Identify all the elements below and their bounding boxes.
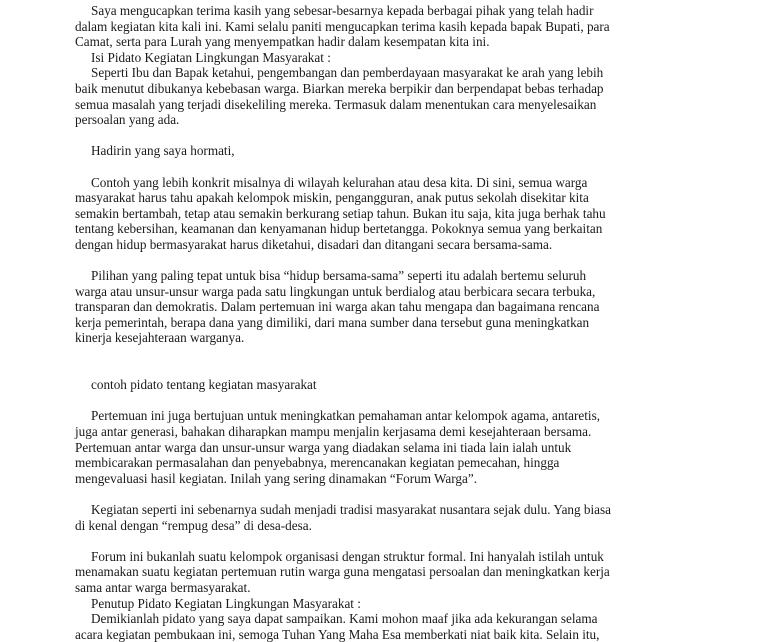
greeting: Hadirin yang saya hormati, xyxy=(91,143,235,159)
spacer xyxy=(75,128,695,144)
text-line: di kenal dengan “rempug desa” di desa-desa. xyxy=(75,517,312,533)
text-line: persoalan yang ada. xyxy=(75,112,180,128)
text-line: semakin bertambah, tetap atau semakin berkurang setiap tahun. Bukan itu saja, kita juga berhak tahu xyxy=(75,205,606,221)
intro-paragraph xyxy=(75,3,695,50)
text-line: Pertemuan ini juga bertujuan untuk meningkatkan pemahaman antar kelompok agama, antaretis, xyxy=(91,408,601,424)
paragraph-2 xyxy=(75,268,695,346)
text-line: Contoh yang lebih konkrit misalnya di wilayah kelurahan atau desa kita. Di sini, semua warga xyxy=(91,174,588,190)
text-line: Pilihan yang paling tepat untuk bisa “hidup bersama-sama” seperti itu adalah bertemu seluruh xyxy=(91,268,587,284)
isi-paragraph xyxy=(75,65,695,127)
spacer xyxy=(75,159,695,175)
text-line: semua masalah yang terjadi disekeliling mereka. Termasuk dalam menentukan cara menyelesaikan xyxy=(75,96,597,112)
text-line: acara kegiatan pembukaan ini, semoga Tuhan Yang Maha Esa memberkati niat baik kita. Selain itu, xyxy=(75,626,600,642)
spacer xyxy=(75,346,695,377)
text-line: transparan dan demokratis. Dalam pertemuan ini warga akan tahu mengapa dan bagaimana rencana xyxy=(75,299,600,315)
text-line: tentang kebersihan, keamanan dan kenyamanan hidup bertetangga. Pokoknya semua yang berkaitan xyxy=(75,221,603,237)
paragraph-4 xyxy=(75,502,695,533)
paragraph-5 xyxy=(75,549,695,596)
text-line: Pertemuan antar warga dan unsur-unsur warga yang diadakan selama ini tiada lain ialah untuk xyxy=(75,439,572,455)
text-line: kerja pemerintah, berapa dana yang dimiliki, dari mana sumber dana tersebut guna meningkatkan xyxy=(75,314,590,330)
text-line: sama antar warga bermasyarakat. xyxy=(75,579,251,595)
text-line: Forum ini bukanlah suatu kelompok organisasi dengan struktur formal. Ini hanyalah istilah untuk xyxy=(91,548,604,564)
text-line: Kegiatan seperti ini sebenarnya sudah menjadi tradisi masyarakat nusantara sejak dulu. Yang biasa xyxy=(91,502,612,517)
document-body xyxy=(75,3,695,642)
text-line: masyarakat harus tahu apakah kelompok miskin, pengangguran, anak putus sekolah disekitar kita xyxy=(75,190,589,206)
text-line: menamakan suatu kegiatan pertemuan rutin warga guna mengatasi persoalan dan meningkatkan kerja xyxy=(75,564,610,580)
spacer xyxy=(75,533,695,549)
paragraph-1 xyxy=(75,175,695,253)
text-line: Camat, serta para Lurah yang menyempatkan hadir dalam kesempatan kita ini. xyxy=(75,34,490,50)
text-line: membicarakan permasalahan dan penyebabnya, merencanakan kegiatan pemecahan, hingga xyxy=(75,455,560,471)
text-line: juga antar generasi, bahakan diharapkan mampu menjalin kerjasama demi kesejahteraan bersama. xyxy=(75,424,592,440)
text-line: dalam kegiatan kita kali ini. Kami selalu paniti mengucapkan terima kasih kepada bapak Bupati, para xyxy=(75,18,610,34)
text-line: baik menutut dibukanya kebebasan warga. Biarkan mereka berpikir dan berpendapat bebas terhadap xyxy=(75,80,604,96)
spacer xyxy=(75,486,695,502)
text-line: mengevaluasi hasil kegiatan. Inilah yang sering dinamakan “Forum Warga”. xyxy=(75,470,478,486)
paragraph-3 xyxy=(75,408,695,486)
penutup-heading: Penutup Pidato Kegiatan Lingkungan Masyarakat : xyxy=(91,595,361,611)
text-line: Demikianlah pidato yang saya dapat sampaikan. Kami mohon maaf jika ada kekurangan selama xyxy=(91,611,598,627)
section-subtitle: contoh pidato tentang kegiatan masyarakat xyxy=(91,377,317,393)
text-line: dengan hidup bermasyarakat harus diketahui, disadari dan ditangani secara bersama-sama. xyxy=(75,236,553,252)
spacer xyxy=(75,253,695,269)
isi-heading: Isi Pidato Kegiatan Lingkungan Masyarakat : xyxy=(91,49,331,65)
text-line: Saya mengucapkan terima kasih yang sebesar-besarnya kepada berbagai pihak yang telah hadir xyxy=(91,3,594,18)
text-line: warga atau unsur-unsur warga pada satu lingkungan untuk berdialog atau berbicara secara terbuka, xyxy=(75,283,596,299)
text-line: kinerja kesejahteraan warganya. xyxy=(75,330,245,346)
penutup-paragraph xyxy=(75,611,695,642)
text-line: Seperti Ibu dan Bapak ketahui, pengembangan dan pemberdayaan masyarakat ke arah yang lebih xyxy=(91,65,604,81)
spacer xyxy=(75,393,695,409)
